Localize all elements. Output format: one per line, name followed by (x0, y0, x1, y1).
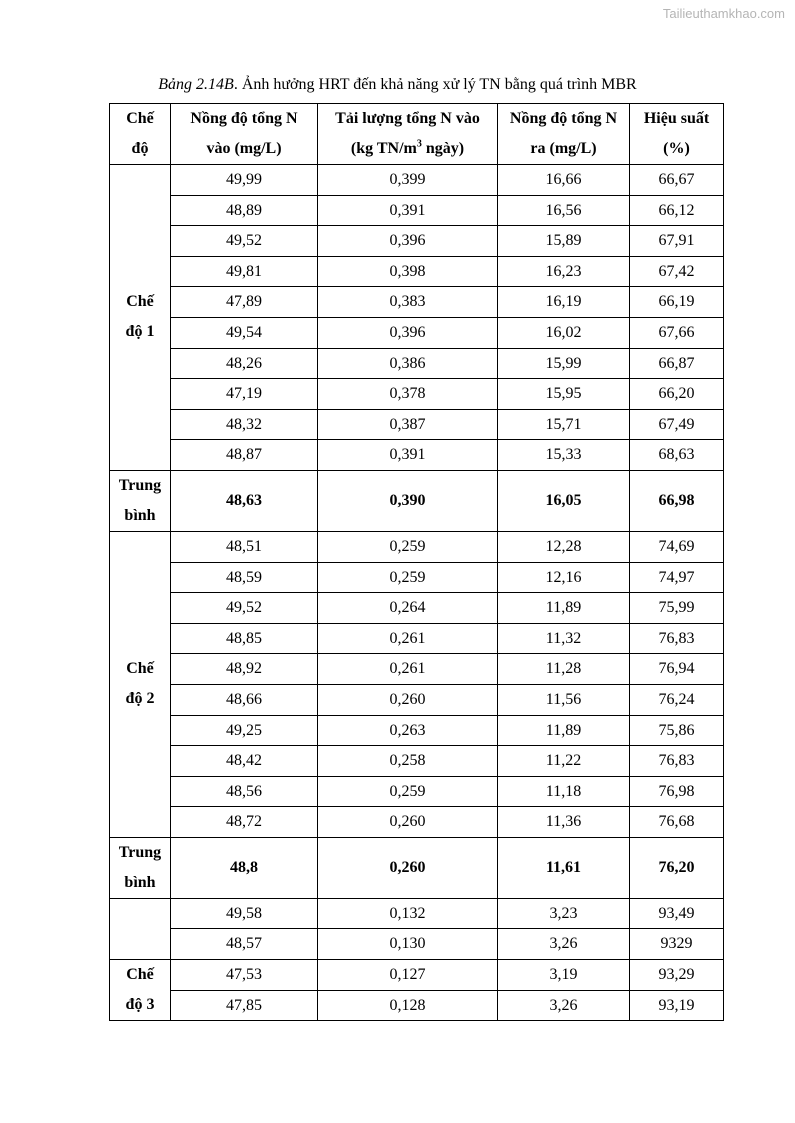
cell-load-in: 0,396 (318, 317, 498, 348)
caption-text: . Ảnh hưởng HRT đến khả năng xử lý TN bằng quá trình MBR (233, 76, 637, 93)
cell-efficiency: 76,68 (630, 807, 724, 838)
table-row (110, 990, 724, 1021)
table-row (110, 348, 724, 379)
cell-efficiency: 67,49 (630, 409, 724, 440)
table-row (110, 256, 724, 287)
cell-load-in: 0,127 (318, 960, 498, 991)
cell-n-out: 16,02 (498, 317, 630, 348)
cell-n-out: 16,23 (498, 256, 630, 287)
table-caption (0, 76, 795, 94)
cell-n-out: 3,19 (498, 960, 630, 991)
cell-load-in: 0,261 (318, 623, 498, 654)
table-row (110, 195, 724, 226)
cell-n-in: 48,42 (171, 746, 318, 777)
table-row (110, 409, 724, 440)
cell-load-in: 0,391 (318, 440, 498, 471)
average-cell-load-in: 0,260 (318, 837, 498, 898)
cell-n-out: 16,66 (498, 165, 630, 196)
cell-n-out: 3,26 (498, 990, 630, 1021)
cell-efficiency: 76,24 (630, 684, 724, 715)
cell-n-in: 48,26 (171, 348, 318, 379)
cell-n-out: 15,95 (498, 379, 630, 410)
mode-label: Chế độ 1 (110, 165, 171, 471)
cell-load-in: 0,258 (318, 746, 498, 777)
cell-efficiency: 68,63 (630, 440, 724, 471)
cell-n-in: 48,85 (171, 623, 318, 654)
cell-load-in: 0,386 (318, 348, 498, 379)
table-row (110, 226, 724, 257)
cell-n-in: 48,59 (171, 562, 318, 593)
cell-efficiency: 9329 (630, 929, 724, 960)
cell-n-out: 11,36 (498, 807, 630, 838)
cell-n-in: 49,81 (171, 256, 318, 287)
cell-n-out: 11,22 (498, 746, 630, 777)
cell-load-in: 0,398 (318, 256, 498, 287)
table-row (110, 929, 724, 960)
table-row (110, 531, 724, 562)
cell-n-out: 3,23 (498, 898, 630, 929)
cell-load-in: 0,399 (318, 165, 498, 196)
cell-n-out: 15,89 (498, 226, 630, 257)
cell-n-in: 48,87 (171, 440, 318, 471)
mode-label: Chế độ 2 (110, 531, 171, 837)
cell-efficiency: 66,19 (630, 287, 724, 318)
table-row (110, 746, 724, 777)
cell-efficiency: 76,98 (630, 776, 724, 807)
cell-load-in: 0,260 (318, 684, 498, 715)
cell-load-in: 0,132 (318, 898, 498, 929)
cell-n-out: 11,89 (498, 715, 630, 746)
cell-n-out: 11,32 (498, 623, 630, 654)
cell-n-in: 49,52 (171, 593, 318, 624)
cell-efficiency: 76,83 (630, 746, 724, 777)
table-row (110, 807, 724, 838)
cell-n-out: 16,56 (498, 195, 630, 226)
cell-load-in: 0,391 (318, 195, 498, 226)
cell-efficiency: 74,97 (630, 562, 724, 593)
cell-n-out: 11,28 (498, 654, 630, 685)
cell-n-in: 49,99 (171, 165, 318, 196)
cell-load-in: 0,259 (318, 531, 498, 562)
average-cell-n-in: 48,63 (171, 470, 318, 531)
header-row (110, 104, 724, 165)
cell-load-in: 0,387 (318, 409, 498, 440)
cell-n-in: 48,92 (171, 654, 318, 685)
cell-n-in: 49,58 (171, 898, 318, 929)
mode-label: Chế độ 3 (110, 960, 171, 1021)
table-row (110, 960, 724, 991)
average-row (110, 470, 724, 531)
average-cell-load-in: 0,390 (318, 470, 498, 531)
average-label: Trung bình (110, 470, 171, 531)
table-row (110, 440, 724, 471)
cell-n-in: 49,54 (171, 317, 318, 348)
cell-n-in: 47,89 (171, 287, 318, 318)
cell-load-in: 0,378 (318, 379, 498, 410)
data-table (109, 103, 724, 1021)
cell-n-out: 15,99 (498, 348, 630, 379)
blank-cell (110, 898, 171, 959)
average-row (110, 837, 724, 898)
cell-efficiency: 66,20 (630, 379, 724, 410)
cell-n-out: 11,56 (498, 684, 630, 715)
cell-efficiency: 76,83 (630, 623, 724, 654)
table-row (110, 317, 724, 348)
cell-n-out: 15,33 (498, 440, 630, 471)
cell-n-out: 15,71 (498, 409, 630, 440)
average-label: Trung bình (110, 837, 171, 898)
cell-efficiency: 75,99 (630, 593, 724, 624)
cell-load-in: 0,263 (318, 715, 498, 746)
cell-n-in: 49,25 (171, 715, 318, 746)
cell-load-in: 0,259 (318, 776, 498, 807)
average-cell-n-out: 16,05 (498, 470, 630, 531)
cell-efficiency: 66,12 (630, 195, 724, 226)
cell-efficiency: 66,87 (630, 348, 724, 379)
cell-efficiency: 66,67 (630, 165, 724, 196)
cell-n-in: 47,85 (171, 990, 318, 1021)
cell-n-in: 48,72 (171, 807, 318, 838)
cell-load-in: 0,383 (318, 287, 498, 318)
cell-efficiency: 93,29 (630, 960, 724, 991)
cell-n-in: 49,52 (171, 226, 318, 257)
cell-n-out: 11,18 (498, 776, 630, 807)
table-row (110, 379, 724, 410)
header-efficiency: Hiệu suất (%) (630, 104, 724, 165)
average-cell-efficiency: 66,98 (630, 470, 724, 531)
table-row (110, 898, 724, 929)
cell-efficiency: 74,69 (630, 531, 724, 562)
cell-load-in: 0,264 (318, 593, 498, 624)
cell-n-out: 16,19 (498, 287, 630, 318)
header-n-out: Nồng độ tổng N ra (mg/L) (498, 104, 630, 165)
caption-label: Bảng 2.14B (158, 76, 234, 93)
cell-n-in: 48,89 (171, 195, 318, 226)
cell-load-in: 0,259 (318, 562, 498, 593)
cell-load-in: 0,261 (318, 654, 498, 685)
watermark: Tailieuthamkhao.com (662, 6, 785, 21)
header-mode: Chế độ (110, 104, 171, 165)
cell-efficiency: 67,91 (630, 226, 724, 257)
cell-efficiency: 76,94 (630, 654, 724, 685)
table-row (110, 623, 724, 654)
average-cell-n-in: 48,8 (171, 837, 318, 898)
cell-n-out: 11,89 (498, 593, 630, 624)
cell-n-in: 48,32 (171, 409, 318, 440)
average-cell-n-out: 11,61 (498, 837, 630, 898)
table-row (110, 562, 724, 593)
table-row (110, 654, 724, 685)
cell-efficiency: 67,66 (630, 317, 724, 348)
table-row (110, 165, 724, 196)
table-row (110, 715, 724, 746)
cell-n-in: 48,57 (171, 929, 318, 960)
cell-load-in: 0,128 (318, 990, 498, 1021)
table-row (110, 287, 724, 318)
cell-efficiency: 67,42 (630, 256, 724, 287)
header-load-in: Tải lượng tổng N vào (kg $TN/m^3$ ngày) (318, 104, 498, 165)
cell-n-in: 48,66 (171, 684, 318, 715)
cell-n-out: 12,16 (498, 562, 630, 593)
cell-n-in: 48,51 (171, 531, 318, 562)
cell-n-out: 12,28 (498, 531, 630, 562)
cell-n-out: 3,26 (498, 929, 630, 960)
cell-n-in: 48,56 (171, 776, 318, 807)
cell-efficiency: 75,86 (630, 715, 724, 746)
cell-load-in: 0,130 (318, 929, 498, 960)
table-row (110, 776, 724, 807)
cell-n-in: 47,53 (171, 960, 318, 991)
average-cell-efficiency: 76,20 (630, 837, 724, 898)
table-row (110, 684, 724, 715)
cell-efficiency: 93,19 (630, 990, 724, 1021)
table-row (110, 593, 724, 624)
header-n-in: Nồng độ tổng N vào (mg/L) (171, 104, 318, 165)
table-body (110, 165, 724, 1021)
cell-load-in: 0,260 (318, 807, 498, 838)
cell-n-in: 47,19 (171, 379, 318, 410)
cell-efficiency: 93,49 (630, 898, 724, 929)
cell-load-in: 0,396 (318, 226, 498, 257)
